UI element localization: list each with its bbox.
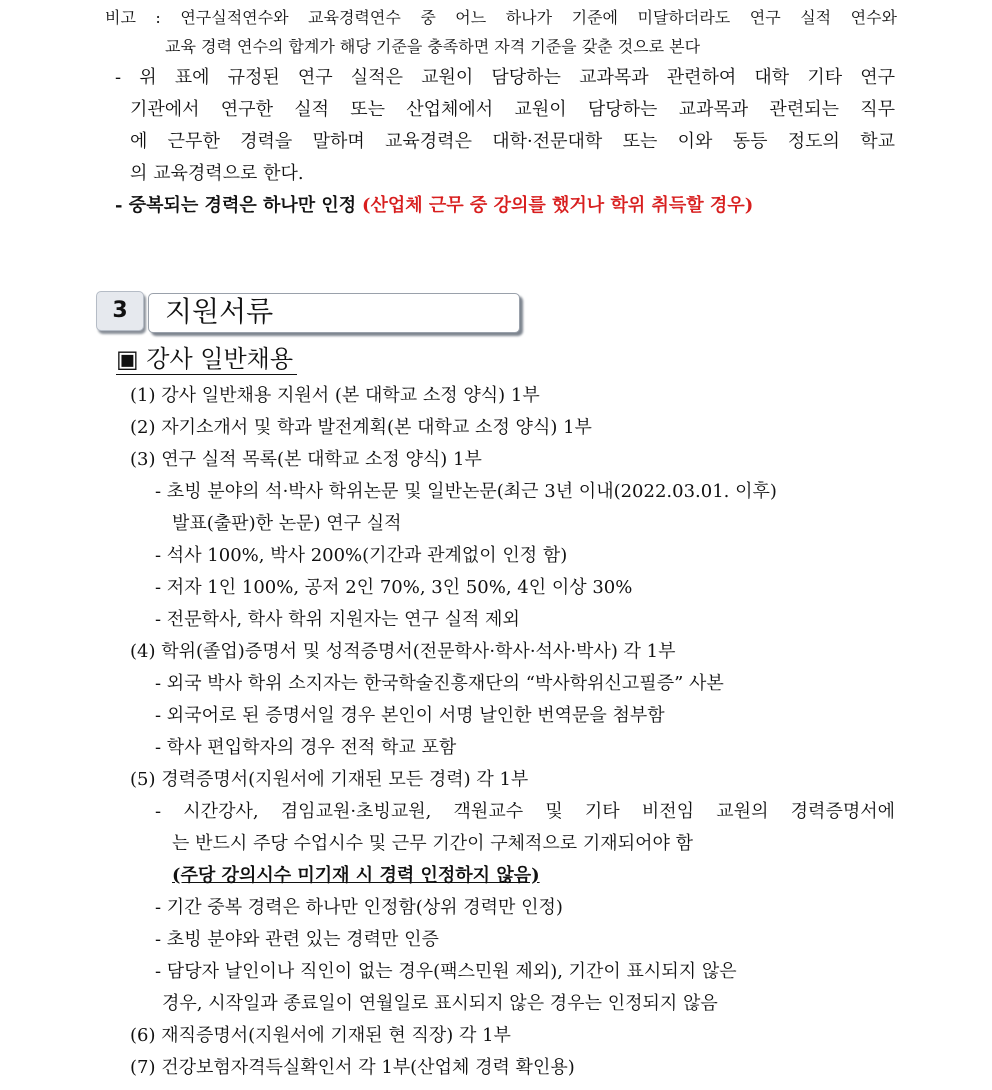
item-3-sub-d: - 전문학사, 학사 학위 지원자는 연구 실적 제외	[155, 609, 520, 630]
item-5-sub-b: - 기간 중복 경력은 하나만 인정함(상위 경력만 인정)	[155, 897, 563, 918]
item-7: (7) 건강보험자격득실확인서 각 1부(산업체 경력 확인용)	[130, 1057, 575, 1078]
remark-line-1: 비고 : 연구실적연수와 교육경력연수 중 어느 하나가 기준에 미달하더라도 연구 실적 연수와	[105, 8, 897, 27]
subheading-lecturer-general: ▣ 강사 일반채용	[116, 344, 297, 375]
remark-line-2: 교육 경력 연수의 합계가 해당 기준을 충족하면 자격 기준을 갖춘 것으로 본다	[165, 37, 701, 56]
item-5: (5) 경력증명서(지원서에 기재된 모든 경력) 각 1부	[130, 769, 529, 790]
duplicate-career-note	[115, 194, 753, 218]
item-3-sub-a-line-2: 발표(출판)한 논문) 연구 실적	[172, 513, 402, 534]
item-4: (4) 학위(졸업)증명서 및 성적증명서(전문학사·학사·석사·박사) 각 1부	[130, 641, 676, 662]
item-4-sub-c: - 학사 편입학자의 경우 전적 학교 포함	[155, 737, 457, 758]
note-bullet-line-3: 에 근무한 경력을 말하며 교육경력은 대학·전문대학 또는 이와 동등 정도의 학교	[130, 131, 895, 152]
item-4-sub-a: - 외국 박사 학위 소지자는 한국학술진흥재단의 “박사학위신고필증” 사본	[155, 673, 724, 694]
note-bullet-line-4: 의 교육경력으로 한다.	[130, 163, 304, 184]
item-5-sub-d-line-1: - 담당자 날인이나 직인이 없는 경우(팩스민원 제외), 기간이 표시되지 않은	[155, 961, 737, 982]
item-3-sub-a-line-1: - 초빙 분야의 석·박사 학위논문 및 일반논문(최근 3년 이내(2022.03.01. 이후)	[155, 481, 777, 502]
item-3-sub-b: - 석사 100%, 박사 200%(기간과 관계없이 인정 함)	[155, 545, 568, 566]
item-5-sub-d-line-2: 경우, 시작일과 종료일이 연월일로 표시되지 않은 경우는 인정되지 않음	[162, 993, 718, 1014]
item-3: (3) 연구 실적 목록(본 대학교 소정 양식) 1부	[130, 449, 482, 470]
item-5-sub-a-emphasis: (주당 강의시수 미기재 시 경력 인정하지 않음)	[172, 865, 540, 886]
item-5-sub-a-line-2: 는 반드시 주당 수업시수 및 근무 기간이 구체적으로 기재되어야 함	[172, 833, 693, 854]
note-bullet-line-1: - 위 표에 규정된 연구 실적은 교원이 담당하는 교과목과 관련하여 대학 기타 연구	[115, 67, 895, 88]
item-2: (2) 자기소개서 및 학과 발전계획(본 대학교 소정 양식) 1부	[130, 417, 592, 438]
duplicate-career-red: (산업체 근무 중 강의를 했거나 학위 취득할 경우)	[361, 195, 754, 216]
item-1: (1) 강사 일반채용 지원서 (본 대학교 소정 양식) 1부	[130, 385, 540, 406]
section-number-badge: 3	[96, 291, 144, 331]
section-title: 지원서류	[165, 295, 274, 328]
note-bullet-line-2: 기관에서 연구한 실적 또는 산업체에서 교원이 담당하는 교과목과 관련되는 직무	[130, 99, 895, 120]
item-3-sub-c: - 저자 1인 100%, 공저 2인 70%, 3인 50%, 4인 이상 30%	[155, 577, 633, 598]
item-4-sub-b: - 외국어로 된 증명서일 경우 본인이 서명 날인한 번역문을 첨부함	[155, 705, 665, 726]
item-5-sub-c: - 초빙 분야와 관련 있는 경력만 인증	[155, 929, 439, 950]
item-6: (6) 재직증명서(지원서에 기재된 현 직장) 각 1부	[130, 1025, 511, 1046]
item-5-sub-a-line-1: - 시간강사, 겸임교원·초빙교원, 객원교수 및 기타 비전임 교원의 경력증명서에	[155, 801, 895, 822]
duplicate-career-bold: - 중복되는 경력은 하나만 인정	[115, 195, 357, 216]
